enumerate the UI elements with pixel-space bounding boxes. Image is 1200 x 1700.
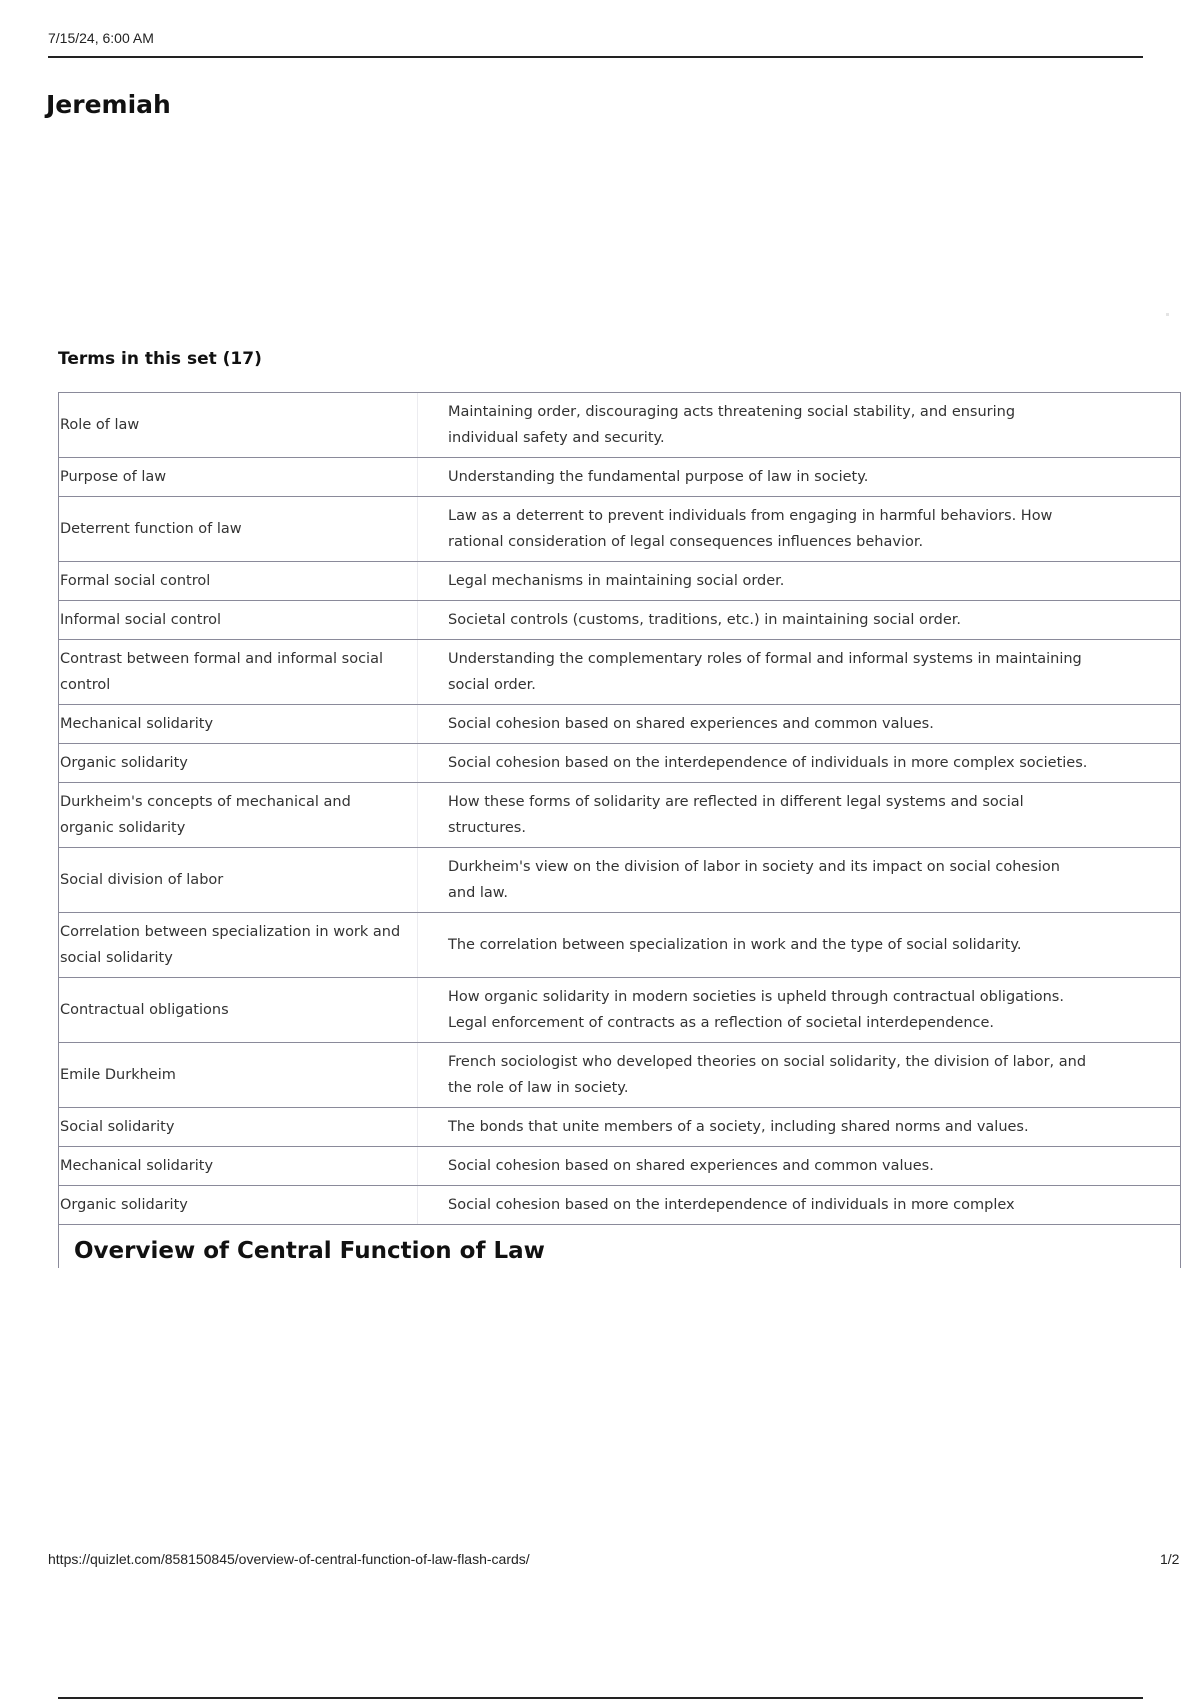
table-row bbox=[59, 783, 1180, 848]
print-datetime: 7/15/24, 6:00 AM bbox=[48, 30, 154, 46]
table-row bbox=[59, 848, 1180, 913]
definition-cell: Social cohesion based on the interdependence of individuals in more complex societies. bbox=[418, 744, 1181, 783]
definition-cell: Legal mechanisms in maintaining social order. bbox=[418, 562, 1181, 601]
term-cell: Durkheim's concepts of mechanical and organic solidarity bbox=[59, 783, 418, 848]
table-row bbox=[59, 601, 1180, 640]
term-cell: Emile Durkheim bbox=[59, 1043, 418, 1108]
table-row bbox=[59, 393, 1180, 458]
table-row bbox=[59, 497, 1180, 562]
table-row bbox=[59, 640, 1180, 705]
term-cell: Organic solidarity bbox=[59, 1186, 418, 1225]
definition-cell: Social cohesion based on the interdependence of individuals in more complex bbox=[418, 1186, 1181, 1225]
definition-cell: Durkheim's view on the division of labor in society and its impact on social cohesion and law. bbox=[418, 848, 1181, 913]
terms-table-container bbox=[58, 392, 1181, 1268]
table-row bbox=[59, 1147, 1180, 1186]
table-row bbox=[59, 1186, 1180, 1225]
definition-cell: Understanding the fundamental purpose of law in society. bbox=[418, 458, 1181, 497]
decorative-dot bbox=[1166, 313, 1169, 316]
terms-table-body bbox=[59, 393, 1180, 1225]
footer-divider bbox=[58, 1697, 1143, 1699]
term-cell: Social solidarity bbox=[59, 1108, 418, 1147]
definition-cell: The bonds that unite members of a society, including shared norms and values. bbox=[418, 1108, 1181, 1147]
definition-cell: Social cohesion based on shared experiences and common values. bbox=[418, 1147, 1181, 1186]
definition-cell: Societal controls (customs, traditions, etc.) in maintaining social order. bbox=[418, 601, 1181, 640]
table-row bbox=[59, 1043, 1180, 1108]
definition-cell: How organic solidarity in modern societies is upheld through contractual obligations. Legal enforcement of contracts as a reflection of societal interdependence. bbox=[418, 978, 1181, 1043]
term-cell: Organic solidarity bbox=[59, 744, 418, 783]
term-cell: Role of law bbox=[59, 393, 418, 458]
term-cell: Informal social control bbox=[59, 601, 418, 640]
set-title: Overview of Central Function of Law bbox=[74, 1238, 549, 1264]
page-number: 1/2 bbox=[1160, 1551, 1180, 1567]
definition-cell: French sociologist who developed theories on social solidarity, the division of labor, and the role of law in society. bbox=[418, 1043, 1181, 1108]
term-cell: Correlation between specialization in work and social solidarity bbox=[59, 913, 418, 978]
terms-heading: Terms in this set (17) bbox=[58, 349, 262, 369]
terms-table bbox=[59, 392, 1180, 1225]
term-cell: Contrast between formal and informal social control bbox=[59, 640, 418, 705]
term-cell: Social division of labor bbox=[59, 848, 418, 913]
definition-cell: Maintaining order, discouraging acts threatening social stability, and ensuring individual safety and security. bbox=[418, 393, 1181, 458]
table-row bbox=[59, 458, 1180, 497]
table-row bbox=[59, 705, 1180, 744]
header-divider bbox=[48, 56, 1143, 58]
definition-cell: How these forms of solidarity are reflected in different legal systems and social structures. bbox=[418, 783, 1181, 848]
author-name: Jeremiah bbox=[46, 90, 171, 119]
table-row bbox=[59, 1108, 1180, 1147]
definition-cell: Social cohesion based on shared experiences and common values. bbox=[418, 705, 1181, 744]
table-row bbox=[59, 913, 1180, 978]
definition-cell: Law as a deterrent to prevent individuals from engaging in harmful behaviors. How rational consideration of legal consequences influences behavior. bbox=[418, 497, 1181, 562]
term-cell: Contractual obligations bbox=[59, 978, 418, 1043]
term-cell: Purpose of law bbox=[59, 458, 418, 497]
term-cell: Mechanical solidarity bbox=[59, 1147, 418, 1186]
definition-cell: Understanding the complementary roles of formal and informal systems in maintaining social order. bbox=[418, 640, 1181, 705]
definition-cell: The correlation between specialization in work and the type of social solidarity. bbox=[418, 913, 1181, 978]
footer-url: https://quizlet.com/858150845/overview-of-central-function-of-law-flash-cards/ bbox=[48, 1551, 530, 1567]
term-cell: Mechanical solidarity bbox=[59, 705, 418, 744]
term-cell: Deterrent function of law bbox=[59, 497, 418, 562]
table-row bbox=[59, 978, 1180, 1043]
term-cell: Formal social control bbox=[59, 562, 418, 601]
table-row bbox=[59, 562, 1180, 601]
table-row bbox=[59, 744, 1180, 783]
